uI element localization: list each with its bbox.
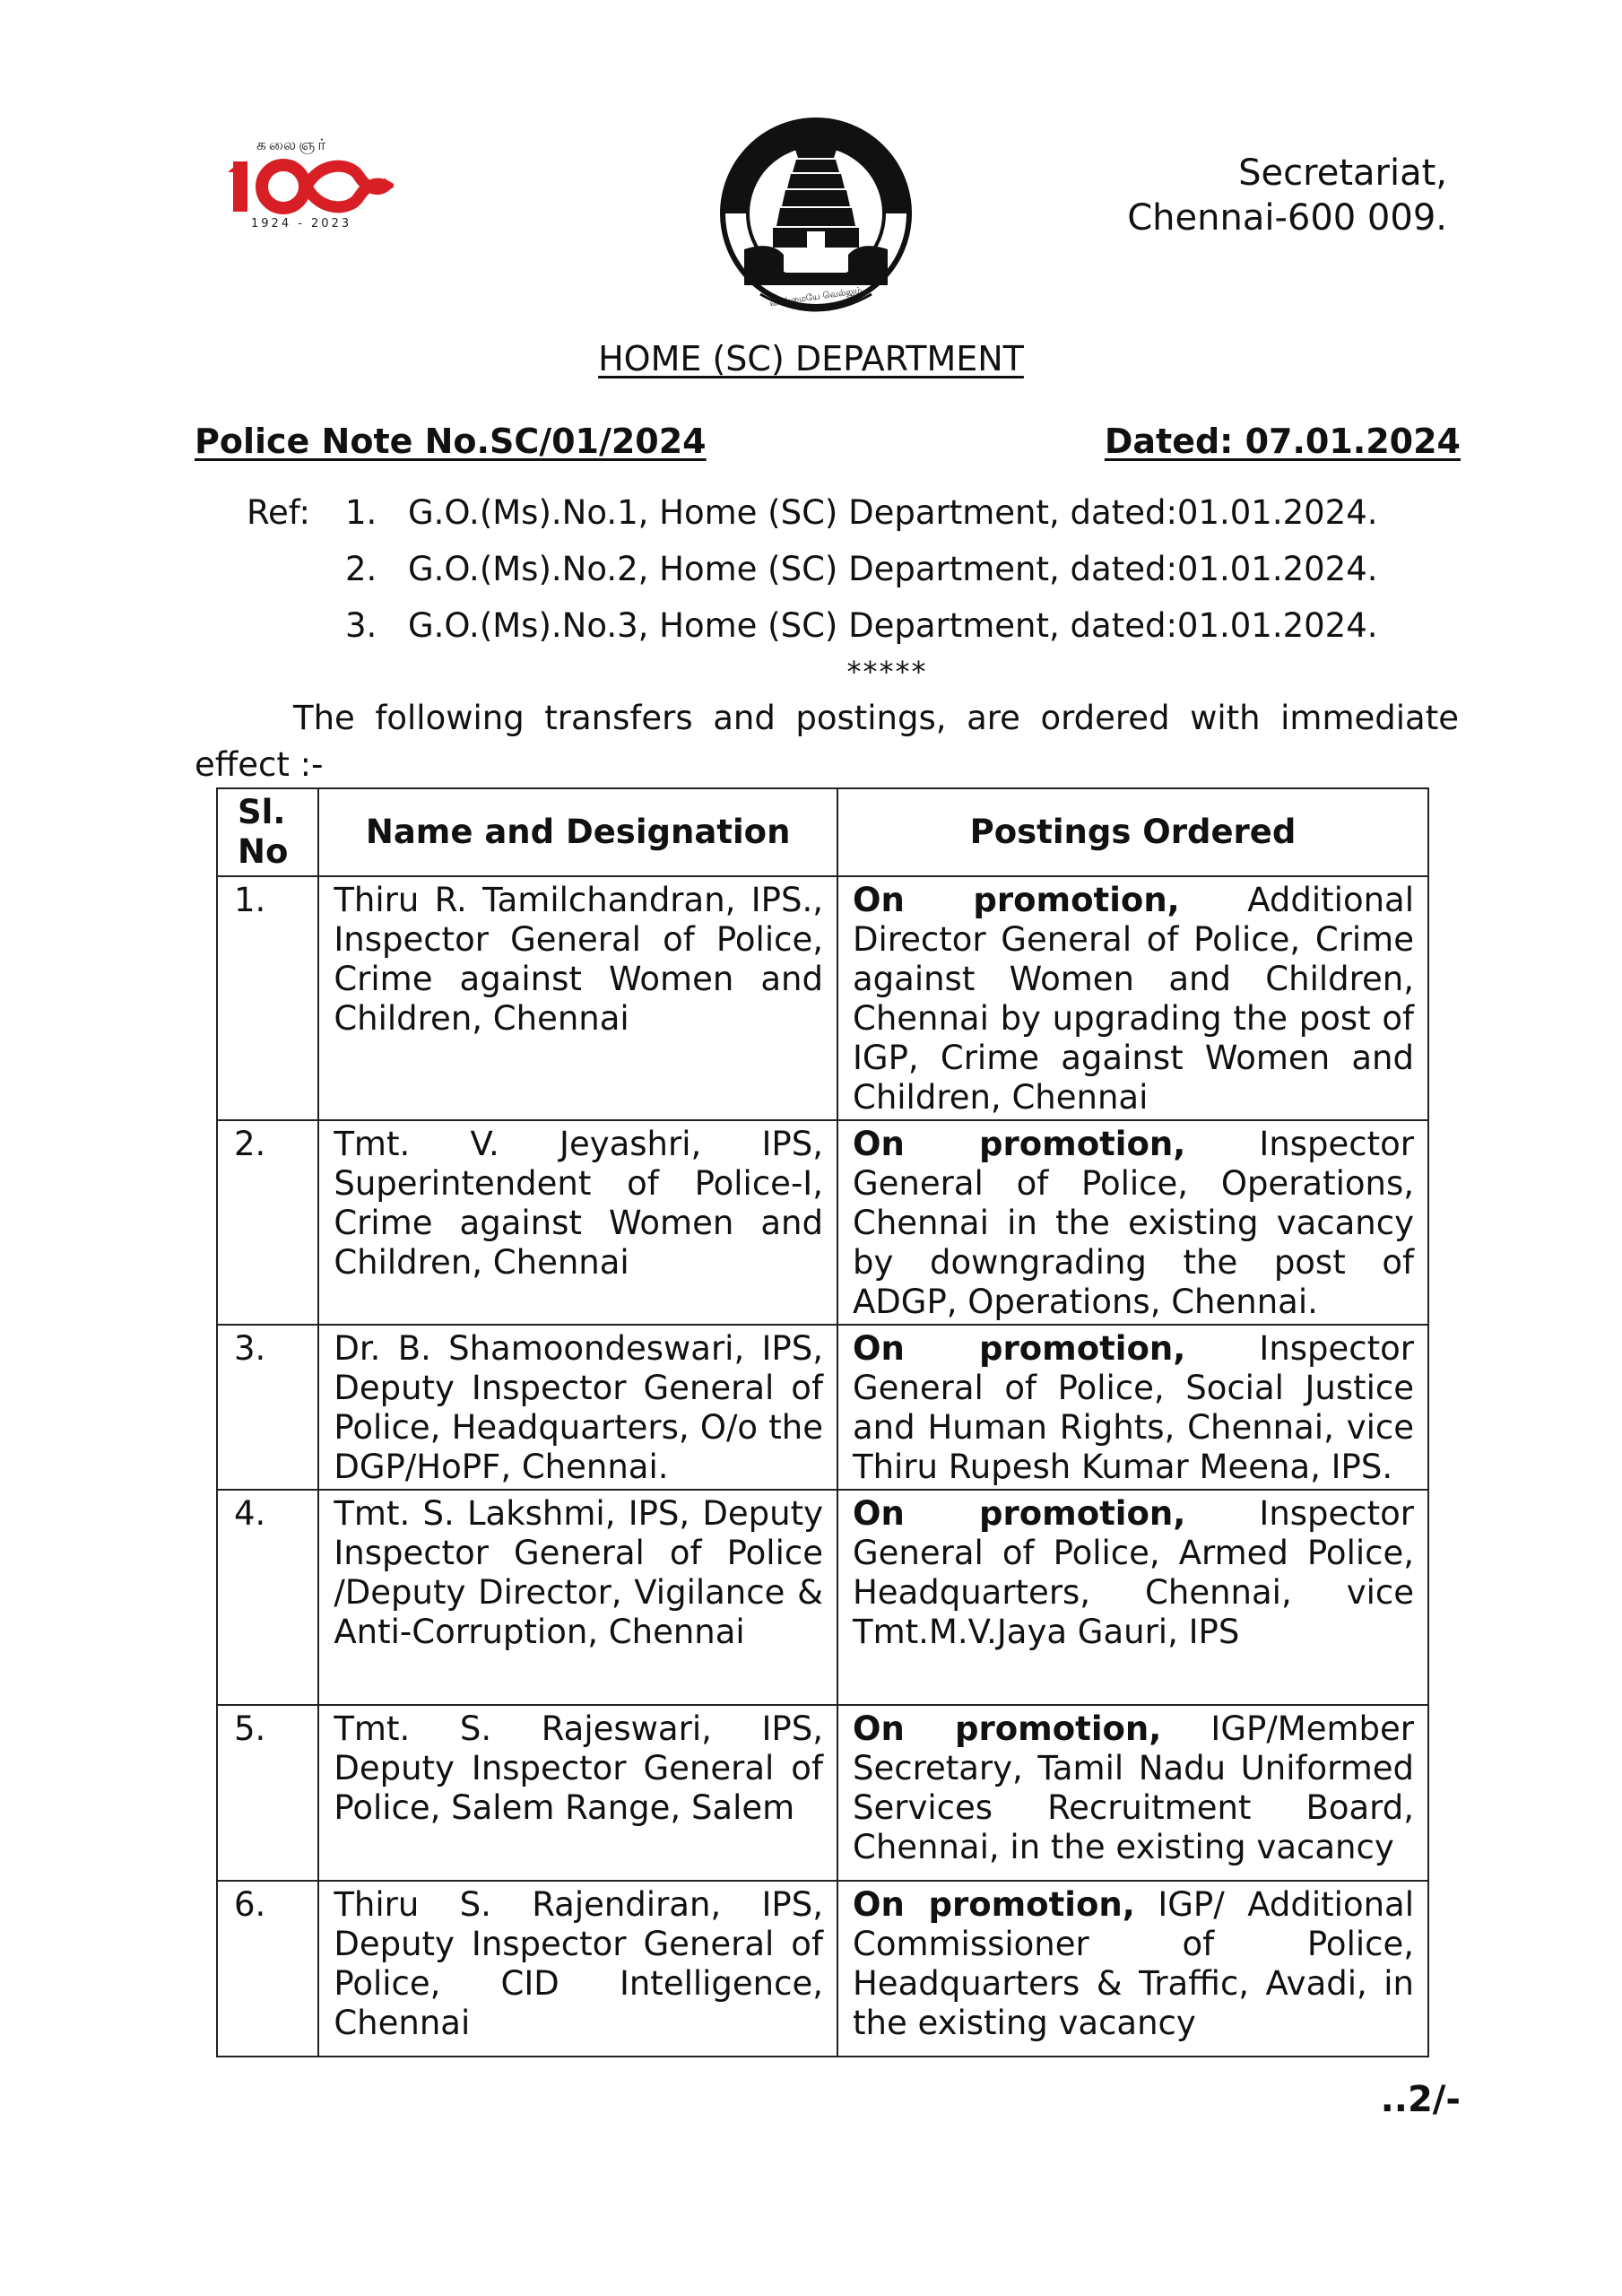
row-posting: [837, 876, 1428, 1120]
row-name: Thiru S. Rajendiran, IPS, Deputy Inspector General of Police, CID Intelligence, Chennai: [318, 1881, 837, 2057]
row-name: Thiru R. Tamilchandran, IPS., Inspector General of Police, Crime against Women and Children, Chennai: [318, 876, 837, 1120]
posting-lead: On promotion,: [852, 1125, 1186, 1163]
posting-text: IGP/Member Secretary, Tamil Nadu Uniformed Services Recruitment Board, Chennai, in the existing vacancy: [852, 1709, 1414, 1866]
table-row: [217, 1881, 1428, 2057]
posting-text: Additional Director General of Police, Crime against Women and Children, Chennai by upgrading the post of IGP, Crime against Women and Children, Chennai: [852, 881, 1414, 1117]
ref-number: 3.: [345, 606, 377, 645]
row-sl: 1.: [217, 876, 318, 1120]
row-name: Tmt. S. Lakshmi, IPS, Deputy Inspector General of Police /Deputy Director, Vigilance & Anti-Corruption, Chennai: [318, 1490, 837, 1705]
emblem-motto: வாய்மையே வெல்லும்: [768, 285, 863, 309]
header-sl-no: Sl. No: [217, 788, 318, 876]
header-postings-ordered: Postings Ordered: [837, 788, 1428, 876]
row-posting: [837, 1325, 1428, 1490]
table-row: [217, 876, 1428, 1120]
note-number: Police Note No.SC/01/2024: [195, 422, 707, 461]
table-row: [217, 1490, 1428, 1705]
row-sl: 3.: [217, 1325, 318, 1490]
posting-text: Inspector General of Police, Social Justice and Human Rights, Chennai, vice Thiru Rupesh Kumar Meena, IPS.: [852, 1329, 1414, 1486]
posting-text: Inspector General of Police, Operations, Chennai in the existing vacancy by downgrading the post of ADGP, Operations, Chennai.: [852, 1125, 1414, 1321]
posting-lead: On promotion,: [852, 1494, 1186, 1533]
address-block: [1127, 151, 1447, 240]
kalaignar-100-logo: [224, 135, 395, 233]
ref-text: G.O.(Ms).No.1, Home (SC) Department, dated:01.01.2024.: [408, 493, 1378, 532]
row-sl: 5.: [217, 1705, 318, 1881]
row-posting: [837, 1881, 1428, 2057]
address-line-2: Chennai-600 009.: [1127, 197, 1447, 239]
ref-number: 1.: [345, 493, 377, 532]
table-row: [217, 1120, 1428, 1325]
logo-years: 1924 - 2023: [251, 217, 352, 230]
intro-text: The following transfers and postings, are ordered with immediate effect :-: [195, 699, 1459, 784]
note-date: Dated: 07.01.2024: [1104, 422, 1461, 461]
postings-table: [216, 787, 1429, 2057]
reference-item: [247, 484, 1378, 541]
posting-lead: On promotion,: [852, 1885, 1135, 1924]
ref-number: 2.: [345, 550, 377, 588]
row-sl: 4.: [217, 1490, 318, 1705]
row-posting: [837, 1490, 1428, 1705]
posting-lead: On promotion,: [852, 881, 1180, 919]
references: [247, 484, 1378, 654]
row-posting: [837, 1705, 1428, 1881]
reference-item: [247, 541, 1378, 597]
ref-text: G.O.(Ms).No.3, Home (SC) Department, dated:01.01.2024.: [408, 606, 1378, 645]
posting-text: Inspector General of Police, Armed Police, Headquarters, Chennai, vice Tmt.M.V.Jaya Gauri, IPS: [852, 1494, 1414, 1651]
page-continuation: ..2/-: [1380, 2079, 1461, 2120]
row-sl: 6.: [217, 1881, 318, 2057]
ref-label: Ref:: [247, 493, 310, 532]
row-name: Dr. B. Shamoondeswari, IPS, Deputy Inspector General of Police, Headquarters, O/o the DGP/HoPF, Chennai.: [318, 1325, 837, 1490]
table-header-row: [217, 788, 1428, 876]
table-row: [217, 1705, 1428, 1881]
ref-text: G.O.(Ms).No.2, Home (SC) Department, dated:01.01.2024.: [408, 550, 1378, 588]
logo-tamil-text: கலைஞர்: [256, 136, 329, 154]
posting-lead: On promotion,: [852, 1709, 1162, 1748]
row-posting: [837, 1120, 1428, 1325]
row-name: Tmt. V. Jeyashri, IPS, Superintendent of Police-I, Crime against Women and Children, Chennai: [318, 1120, 837, 1325]
row-sl: 2.: [217, 1120, 318, 1325]
address-line-1: Secretariat,: [1238, 152, 1447, 194]
reference-item: [247, 597, 1378, 654]
row-name: Tmt. S. Rajeswari, IPS, Deputy Inspector General of Police, Salem Range, Salem: [318, 1705, 837, 1881]
separator: *****: [846, 655, 928, 689]
tamil-nadu-emblem: [708, 115, 924, 330]
intro-paragraph: [195, 695, 1459, 788]
posting-text: IGP/ Additional Commissioner of Police, Headquarters & Traffic, Avadi, in the existing vacancy: [852, 1885, 1414, 2042]
header-name-designation: Name and Designation: [318, 788, 837, 876]
department-title: HOME (SC) DEPARTMENT: [598, 339, 1024, 378]
table-row: [217, 1325, 1428, 1490]
posting-lead: On promotion,: [852, 1329, 1186, 1368]
